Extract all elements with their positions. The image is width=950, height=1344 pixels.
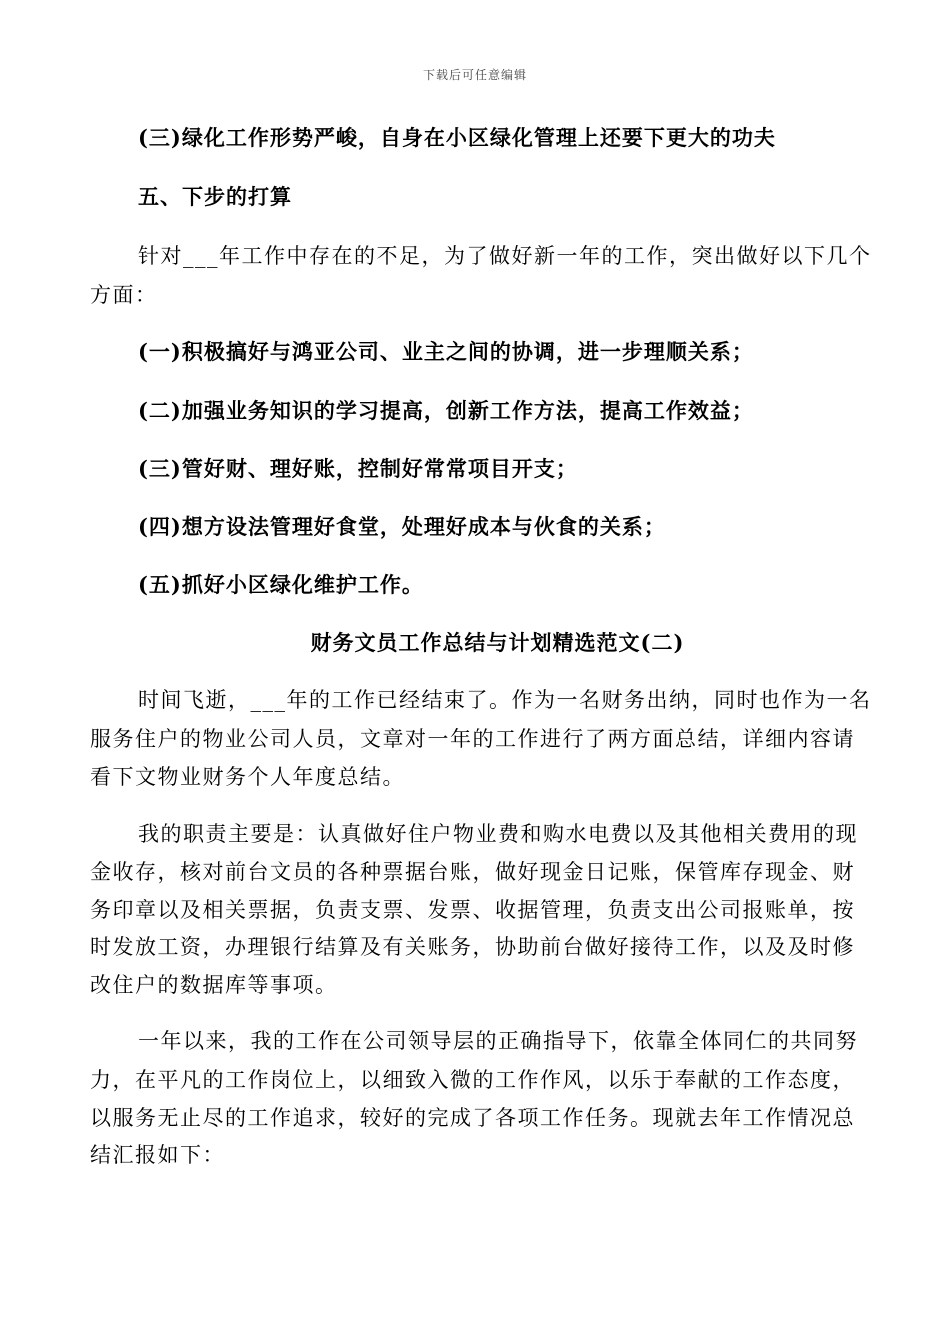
paragraph-line: 力，在平凡的工作岗位上，以细致入微的工作作风，以乐于奉献的工作态度， — [90, 1068, 855, 1092]
paragraph-line: 金收存，核对前台文员的各种票据台账，做好现金日记账，保管库存现金、财 — [90, 860, 855, 884]
plan-item-2: (二)加强业务知识的学习提高，创新工作方法，提高工作效益； — [138, 398, 754, 423]
paragraph-line: 一年以来，我的工作在公司领导层的正确指导下，依靠全体同仁的共同努 — [138, 1029, 858, 1053]
paragraph-line: 结汇报如下： — [90, 1143, 225, 1167]
paragraph-line: 看下文物业财务个人年度总结。 — [90, 765, 405, 789]
plan-item-5: (五)抓好小区绿化维护工作。 — [138, 572, 424, 597]
plan-item-1: (一)积极搞好与鸿亚公司、业主之间的协调，进一步理顺关系； — [138, 339, 754, 364]
paragraph-line: 务印章以及相关票据，负责支票、发票、收据管理，负责支出公司报账单，按 — [90, 898, 855, 922]
plan-item-4: (四)想方设法管理好食堂，处理好成本与伙食的关系； — [138, 514, 666, 539]
section-heading-5: 五、下步的打算 — [138, 184, 292, 209]
page-header: 下载后可任意编辑 — [422, 68, 527, 82]
paragraph-line: 我的职责主要是：认真做好住户物业费和购水电费以及其他相关费用的现 — [138, 822, 858, 846]
paragraph-line: 改住户的数据库等事项。 — [90, 973, 338, 997]
paragraph-line: 时发放工资，办理银行结算及有关账务，协助前台做好接待工作，以及及时修 — [90, 935, 855, 959]
paragraph-line: 方面： — [90, 283, 158, 307]
paragraph-line: 针对___年工作中存在的不足，为了做好新一年的工作，突出做好以下几个 — [138, 244, 872, 268]
item-heading-3: (三)绿化工作形势严峻，自身在小区绿化管理上还要下更大的功夫 — [138, 125, 776, 150]
paragraph-line: 时间飞逝，___年的工作已经结束了。作为一名财务出纳，同时也作为一名 — [138, 688, 872, 712]
paragraph-line: 以服务无止尽的工作追求，较好的完成了各项工作任务。现就去年工作情况总 — [90, 1106, 855, 1130]
plan-item-3: (三)管好财、理好账，控制好常常项目开支； — [138, 456, 578, 481]
article-title: 财务文员工作总结与计划精选范文(二) — [310, 630, 685, 655]
paragraph-line: 服务住户的物业公司人员，文章对一年的工作进行了两方面总结，详细内容请 — [90, 727, 855, 751]
